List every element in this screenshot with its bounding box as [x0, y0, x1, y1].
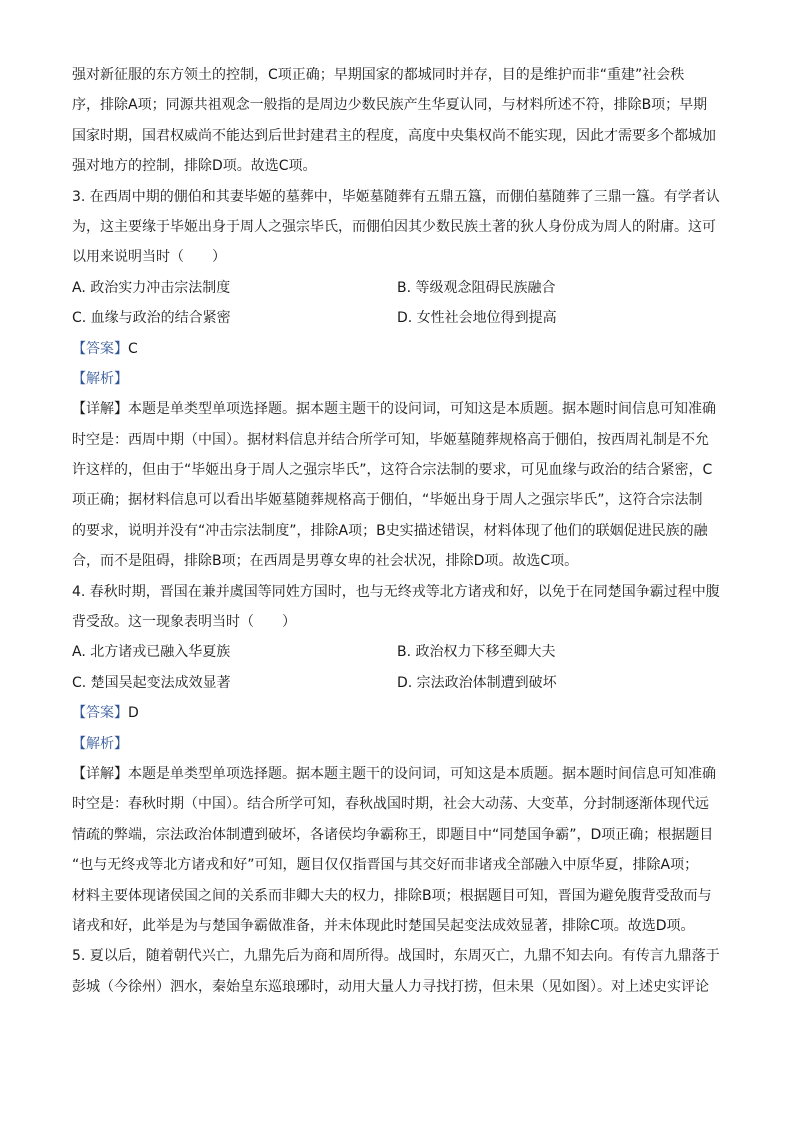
question-stem-line: 为，这主要缘于毕姬出身于周人之强宗毕氏，而倗伯因其少数民族土著的狄人身份成为周人的附庸。这可 — [72, 218, 716, 235]
options-row — [72, 637, 724, 667]
option-d: D. 宗法政治体制遭到破坏 — [397, 674, 557, 691]
analysis-line: 情疏的弊端，宗法政治体制遭到破坏，各诸侯均争霸称王，即题目中“同楚国争霸”，D项正确；根据题目 — [72, 826, 714, 843]
option-a: A. 政治实力冲击宗法制度 — [72, 279, 231, 296]
answer-label: 【答案】 — [72, 705, 128, 722]
analysis-line: 项正确；据材料信息可以看出毕姬墓随葬规格高于倗伯，“毕姬出身于周人之强宗毕氏”，这符合宗法制 — [72, 492, 703, 509]
analysis-label: 【解析】 — [72, 370, 128, 387]
prev-explanation — [72, 60, 724, 182]
analysis-line: 【详解】本题是单类型单项选择题。据本题主题干的设问词，可知这是本质题。据本题时间信息可知准确 — [72, 765, 716, 782]
question-4 — [72, 577, 724, 942]
question-stem-line: 3. 在西周中期的倗伯和其妻毕姬的墓葬中，毕姬墓随葬有五鼎五簋，而倗伯墓随葬了三鼎一簋。有学者认 — [72, 188, 720, 205]
options-row — [72, 668, 724, 698]
option-b: B. 等级观念阻碍民族融合 — [397, 279, 556, 296]
question-stem-line: 5. 夏以后，随着朝代兴亡，九鼎先后为商和周所得。战国时，东周灭亡，九鼎不知去向。有传言九鼎落于 — [72, 948, 720, 965]
text-line: 序，排除A项；同源共祖观念一般指的是周边少数民族产生华夏认同，与材料所述不符，排除B项；早期 — [72, 97, 708, 114]
analysis-line: 时空是：西周中期（中国）。据材料信息并结合所学可知，毕姬墓随葬规格高于倗伯，按西周礼制是不允 — [72, 431, 709, 448]
question-stem-line: 4. 春秋时期，晋国在兼并虞国等同姓方国时，也与无终戎等北方诸戎和好，以免于在同楚国争霸过程中腹 — [72, 583, 720, 600]
option-b: B. 政治权力下移至卿大夫 — [397, 644, 556, 661]
analysis-line: 时空是：春秋时期（中国）。结合所学可知，春秋战国时期，社会大动荡、大变革，分封制逐渐体现代远 — [72, 796, 709, 813]
question-3 — [72, 182, 724, 577]
analysis-line: 合，而不是阻碍，排除B项；在西周是男尊女卑的社会状况，排除D项。故选C项。 — [72, 553, 579, 570]
text-line: 强对新征服的东方领土的控制，C项正确；早期国家的都城同时并存，目的是维护而非“重建”社会秩 — [72, 67, 685, 83]
options-row — [72, 303, 724, 333]
question-stem-line: 以用来说明当时（ ） — [72, 249, 226, 266]
answer-line — [72, 334, 724, 364]
question-stem-line: 彭城（今徐州）泗水，秦始皇东巡琅琊时，动用大量人力寻找打捞，但未果（见如图）。对上述史实评论 — [72, 978, 709, 995]
option-a: A. 北方诸戎已融入华夏族 — [72, 644, 231, 661]
answer-value: C — [128, 340, 138, 357]
question-stem-line: 背受敌。这一现象表明当时（ ） — [72, 614, 296, 631]
analysis-line: 许这样的，但由于“毕姬出身于周人之强宗毕氏”，这符合宗法制的要求，可见血缘与政治的结合紧密，C — [72, 462, 713, 479]
answer-line — [72, 698, 724, 728]
options-row — [72, 273, 724, 303]
option-c: C. 楚国吴起变法成效显著 — [72, 674, 231, 691]
analysis-line: 的要求，说明并没有“冲击宗法制度”，排除A项；B史实描述错误，材料体现了他们的联姻促进民族的融 — [72, 522, 708, 539]
analysis-line: 材料主要体现诸侯国之间的关系而非卿大夫的权力，排除B项；根据题目可知，晋国为避免腹背受敌而与 — [72, 887, 712, 904]
option-c: C. 血缘与政治的结合紧密 — [72, 310, 231, 327]
question-5 — [72, 941, 724, 1002]
answer-label: 【答案】 — [72, 340, 128, 357]
document-page — [72, 60, 724, 1002]
option-d: D. 女性社会地位得到提高 — [397, 310, 557, 327]
answer-value: D — [128, 705, 139, 722]
analysis-line: 【详解】本题是单类型单项选择题。据本题主题干的设问词，可知这是本质题。据本题时间信息可知准确 — [72, 401, 716, 418]
analysis-label: 【解析】 — [72, 735, 128, 752]
text-line: 强对地方的控制，排除D项。故选C项。 — [72, 158, 317, 175]
analysis-line: “也与无终戎等北方诸戎和好”可知，题目仅仅指晋国与其交好而非诸戎全部融入中原华夏，排除A项； — [72, 857, 699, 874]
text-line: 国家时期，国君权威尚不能达到后世封建君主的程度，高度中央集权尚不能实现，因此才需要多个都城加 — [72, 127, 716, 144]
analysis-line: 诸戎和好，此举是为与楚国争霸做准备，并未体现此时楚国吴起变法成效显著，排除C项。故选D项。 — [72, 917, 695, 934]
